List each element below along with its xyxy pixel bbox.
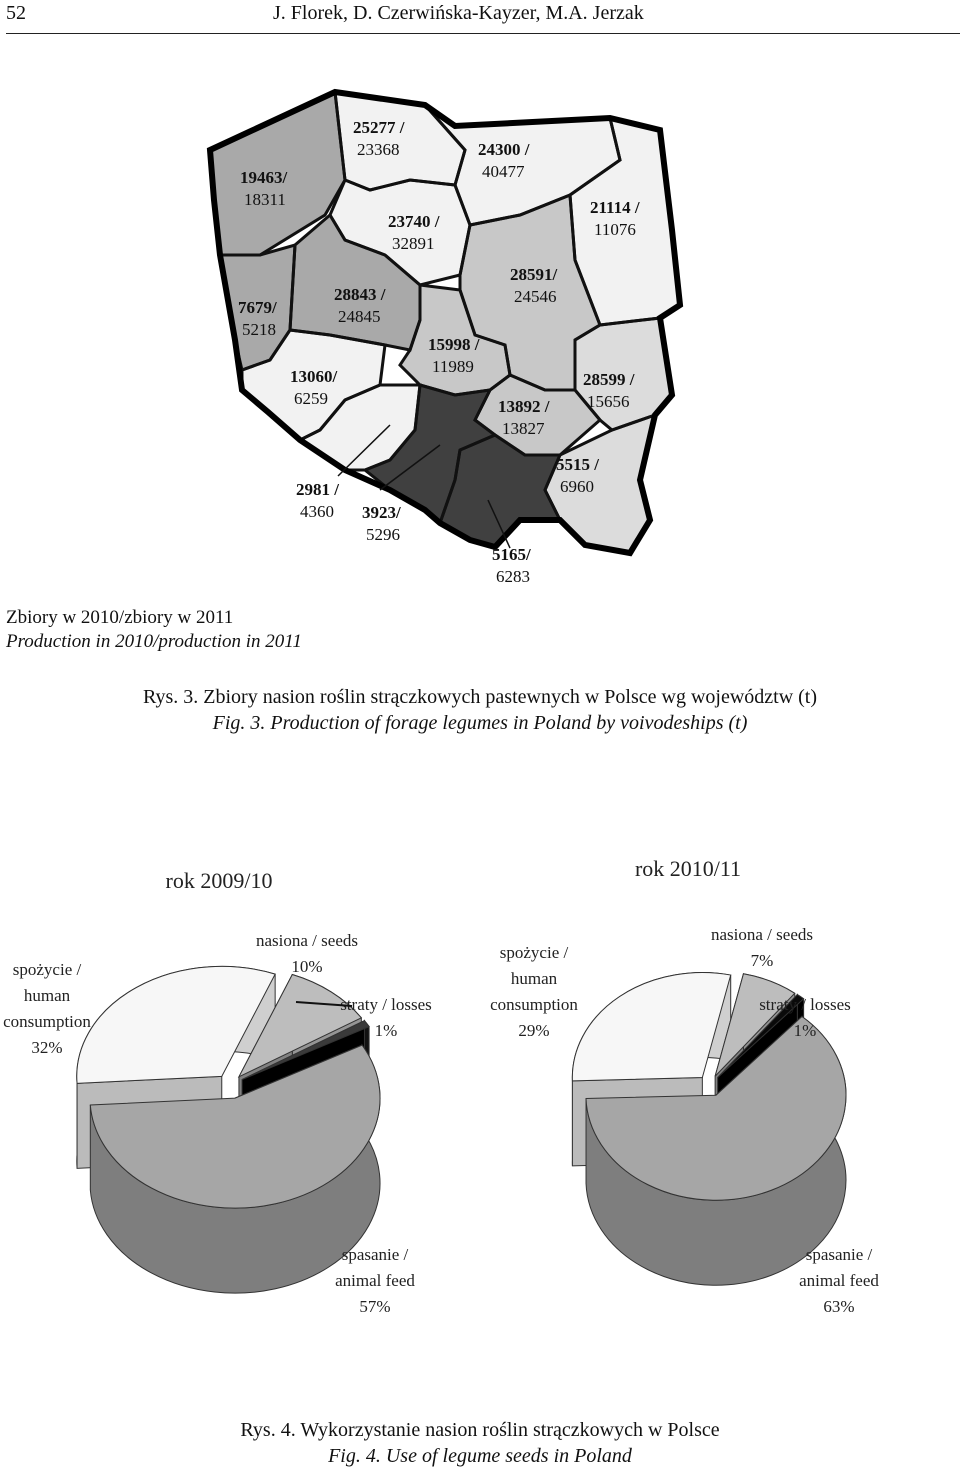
legume-use-pie-charts xyxy=(0,840,960,1400)
pie-label: consumption xyxy=(3,1012,91,1031)
figure-4-caption-en: Fig. 4. Use of legume seeds in Poland xyxy=(328,1445,632,1467)
figure-3-caption-pl: Rys. 3. Zbiory nasion roślin strączkowych pastewnych w Polsce wg województw (t) xyxy=(142,686,818,708)
running-head-authors: J. Florek, D. Czerwińska-Kayzer, M.A. Jerzak xyxy=(273,2,644,24)
pie-label: 10% xyxy=(291,957,323,976)
pie-title: rok 2010/11 xyxy=(634,856,742,881)
pie-label: human xyxy=(510,969,558,988)
pie-label: nasiona / seeds xyxy=(711,925,813,944)
pie-label: 1% xyxy=(793,1021,817,1040)
region-label-2011-lodzkie: 11989 xyxy=(432,357,474,376)
region-label-2011-wielkopolskie: 24845 xyxy=(338,307,381,326)
pie-title: rok 2009/10 xyxy=(165,868,273,893)
pie-label: spasanie / xyxy=(341,1245,409,1264)
region-label-2010-zachodniopomorskie: 19463/ xyxy=(240,168,288,187)
pie-chart-2010-11 xyxy=(490,856,879,1316)
region-label-2010-kujawsko-pomorskie: 23740 / xyxy=(388,212,440,231)
region-label-2010-opolskie: 2981 / xyxy=(296,480,339,499)
pie-label: 1% xyxy=(374,1021,398,1040)
legend-en: Production in 2010/production in 2011 xyxy=(6,631,302,652)
pie-label: straty / losses xyxy=(340,995,432,1014)
region-label-2011-podkarpackie: 6960 xyxy=(560,477,594,496)
pie-label: spasanie / xyxy=(805,1245,873,1264)
pie-label: animal feed xyxy=(335,1271,415,1290)
region-label-2010-slaskie: 3923/ xyxy=(362,503,401,522)
region-label-2011-malopolskie: 6283 xyxy=(496,567,530,586)
region-label-2011-dolnoslaskie: 6259 xyxy=(294,389,328,408)
poland-voivodeship-map xyxy=(0,0,960,600)
region-label-2011-lubelskie: 15656 xyxy=(587,392,630,411)
region-label-2010-warminsko-mazurskie: 24300 / xyxy=(478,140,530,159)
region-label-2010-lodzkie: 15998 / xyxy=(428,335,480,354)
region-label-2011-slaskie: 5296 xyxy=(366,525,400,544)
pie-label: consumption xyxy=(490,995,578,1014)
pie-label: spożycie / xyxy=(12,960,82,979)
region-label-2010-podlaskie: 21114 / xyxy=(590,198,640,217)
region-label-2010-podkarpackie: 5515 / xyxy=(556,455,599,474)
region-pomorskie xyxy=(335,92,465,190)
pie-label: human xyxy=(23,986,71,1005)
region-label-2011-podlaskie: 11076 xyxy=(594,220,636,239)
figure-4-caption xyxy=(0,1417,960,1469)
page-number: 52 xyxy=(6,2,26,24)
pie-label: 57% xyxy=(359,1297,391,1316)
region-label-2011-lubuskie: 5218 xyxy=(242,320,276,339)
region-label-2010-wielkopolskie: 28843 / xyxy=(334,285,386,304)
region-label-2011-warminsko-mazurskie: 40477 xyxy=(482,162,525,181)
region-label-2010-dolnoslaskie: 13060/ xyxy=(290,367,338,386)
region-label-2011-pomorskie: 23368 xyxy=(357,140,400,159)
legend-pl: Zbiory w 2010/zbiory w 2011 xyxy=(6,607,234,628)
pie-label: 7% xyxy=(750,951,774,970)
region-label-2010-malopolskie: 5165/ xyxy=(492,545,531,564)
pie-label: 32% xyxy=(31,1038,63,1057)
pie-label: straty / losses xyxy=(759,995,851,1014)
figure-4-caption-pl: Rys. 4. Wykorzystanie nasion roślin strączkowych w Polsce xyxy=(240,1419,720,1441)
pie-label: 63% xyxy=(823,1297,855,1316)
region-label-2010-swietokrzyskie: 13892 / xyxy=(498,397,550,416)
pie-label: animal feed xyxy=(799,1271,879,1290)
figure-3-caption xyxy=(0,684,960,736)
pie-slice-top xyxy=(572,973,730,1081)
region-label-2010-pomorskie: 25277 / xyxy=(353,118,405,137)
pie-label: nasiona / seeds xyxy=(256,931,358,950)
region-label-2010-lubuskie: 7679/ xyxy=(238,298,277,317)
region-label-2010-lubelskie: 28599 / xyxy=(583,370,635,389)
pie-label: 29% xyxy=(518,1021,550,1040)
region-label-2011-opolskie: 4360 xyxy=(300,502,334,521)
pie-label: spożycie / xyxy=(499,943,569,962)
map-legend xyxy=(6,606,302,654)
region-label-2011-zachodniopomorskie: 18311 xyxy=(244,190,286,209)
region-label-2011-mazowieckie: 24546 xyxy=(514,287,557,306)
figure-3-caption-en: Fig. 3. Production of forage legumes in Poland by voivodeships (t) xyxy=(212,712,748,734)
pie-chart-2009-10 xyxy=(3,868,432,1316)
region-label-2010-mazowieckie: 28591/ xyxy=(510,265,558,284)
region-label-2011-swietokrzyskie: 13827 xyxy=(502,419,545,438)
region-label-2011-kujawsko-pomorskie: 32891 xyxy=(392,234,435,253)
